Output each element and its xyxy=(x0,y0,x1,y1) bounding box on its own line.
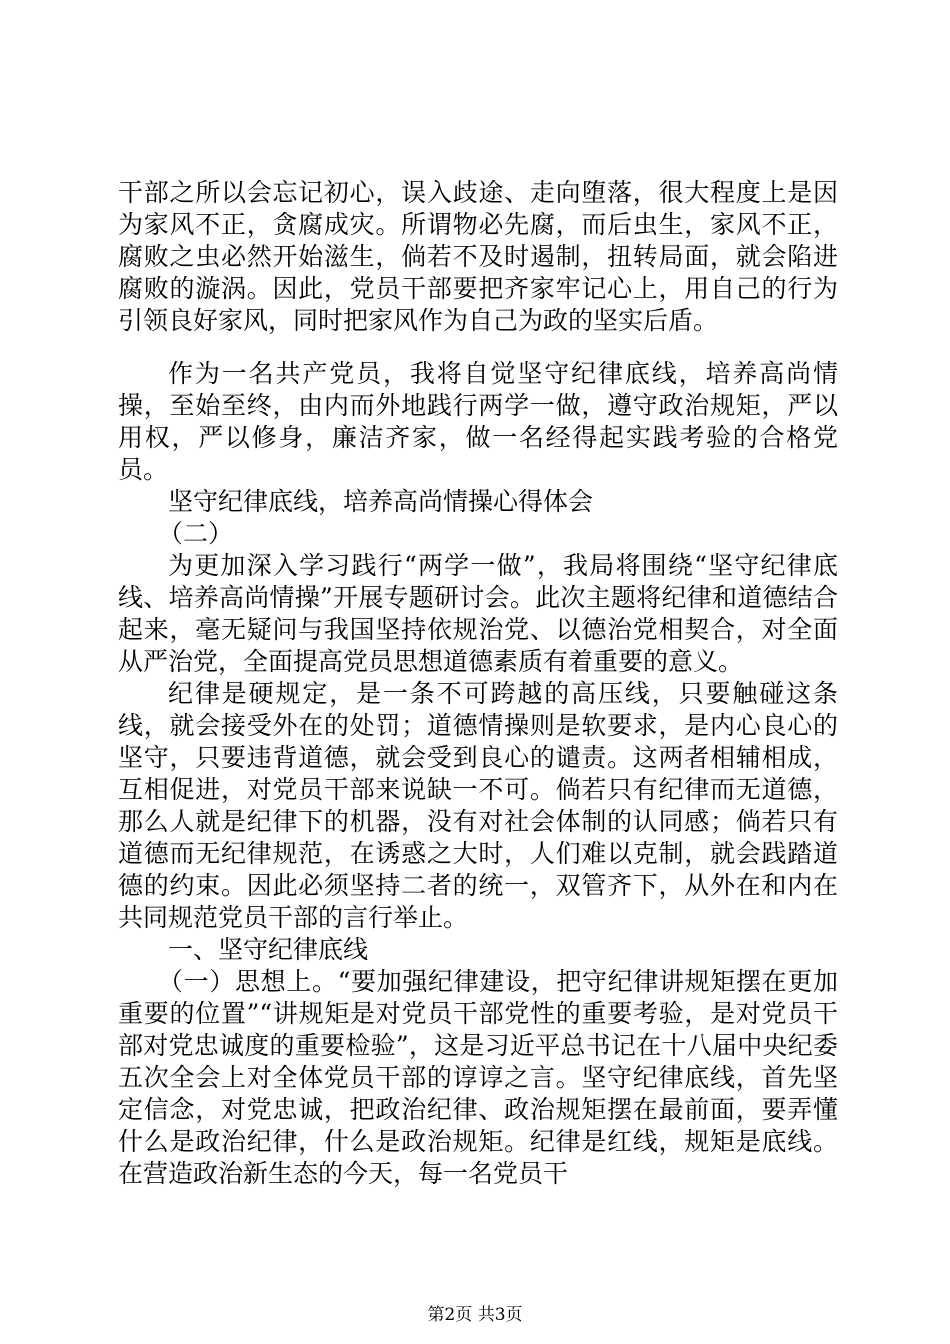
paragraph-pledge: 作为一名共产党员，我将自觉坚守纪律底线，培养高尚情操，至始至终，由内而外地践行两学一做，遵守政治规矩，严以用权，严以修身，廉洁齐家，做一名经得起实践考验的合格党员。 xyxy=(118,359,838,484)
section-number: （二） xyxy=(158,519,234,548)
paragraph-thought: （一）思想上。“要加强纪律建设，把守纪律讲规矩摆在更加重要的位置”“讲规矩是对党员干部党性的重要考验，是对党员干部对党忠诚度的重要检验”，这是习近平总书记在十八届中央纪委五次全会上对全体党员干部的谆谆之言。坚守纪律底线，首先坚定信念，对党忠诚，把政治纪律、政治规矩摆在最前面，要弄懂什么是政治纪律，什么是政治规矩。纪律是红线，规矩是底线。在营造政治新生态的今天，每一名党员干 xyxy=(118,967,838,1188)
section-heading: 一、坚守纪律底线 xyxy=(168,935,369,964)
paragraph-intro: 为更加深入学习践行“两学一做”，我局将围绕“坚守纪律底线、培养高尚情操”开展专题研讨会。此次主题将纪律和道德结合起来，毫无疑问与我国坚持依规治党、以德治党相契合，对全面从严治党，全面提高党员思想道德素质有着重要的意义。 xyxy=(118,551,838,676)
paragraph-family-style: 干部之所以会忘记初心，误入歧途、走向堕落，很大程度上是因为家风不正，贪腐成灾。所谓物必先腐，而后虫生，家风不正，腐败之虫必然开始滋生，倘若不及时遏制，扭转局面，就会陷进腐败的漩涡。因此，党员干部要把齐家牢记心上，用自己的行为引领良好家风，同时把家风作为自己为政的坚实后盾。 xyxy=(118,178,838,335)
text-block-top xyxy=(118,177,838,337)
document-title: 坚守纪律底线，培养高尚情操心得体会 xyxy=(168,487,594,516)
page-footer: 第2页 共3页 xyxy=(427,1305,523,1325)
text-block-main xyxy=(118,358,838,1190)
paragraph-discipline-morality: 纪律是硬规定，是一条不可跨越的高压线，只要触碰这条线，就会接受外在的处罚；道德情操则是软要求，是内心良心的坚守，只要违背道德，就会受到良心的谴责。这两者相辅相成，互相促进，对党员干部来说缺一不可。倘若只有纪律而无道德，那么人就是纪律下的机器，没有对社会体制的认同感；倘若只有道德而无纪律规范，在诱惑之大时，人们难以克制，就会践踏道德的约束。因此必须坚持二者的统一，双管齐下，从外在和内在共同规范党员干部的言行举止。 xyxy=(118,679,838,932)
